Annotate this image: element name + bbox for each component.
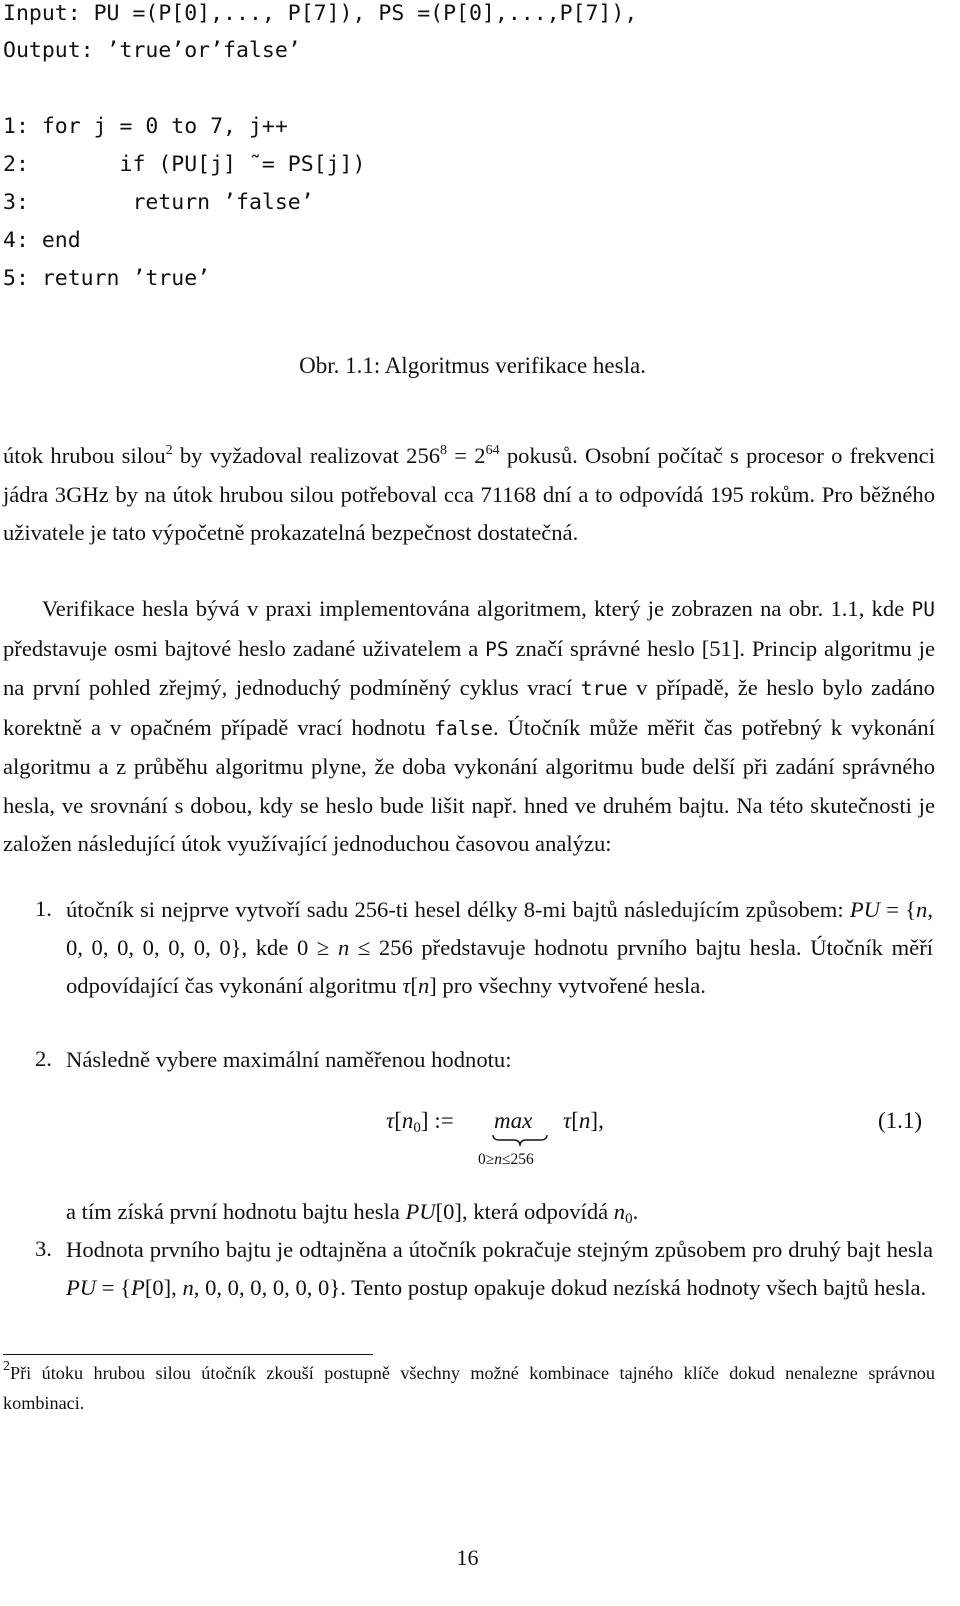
footnote-ref[interactable]: 2 — [165, 443, 173, 458]
code-line: 1: for j = 0 to 7, j++ — [3, 114, 288, 139]
code-line: 2: if (PU[j] ˜= PS[j]) — [3, 152, 366, 177]
figure-caption: Obr. 1.1: Algoritmus verifikace hesla. — [299, 353, 646, 378]
code-line: 5: return ’true’ — [3, 266, 211, 291]
footnote-rule — [3, 1354, 373, 1355]
list-number: 1. — [35, 896, 52, 921]
list-item: Hodnota prvního bajtu je odtajněna a útočník pokračuje stejným způsobem pro druhý bajt hesla PU = {P[0], n, 0, 0, 0, 0, 0, 0}. Tento postup opakuje dokud nezíská hodnoty všech bajtů hesla. — [66, 1237, 933, 1300]
equation-max-operator: max — [494, 1108, 533, 1133]
paragraph: útok hrubou silou$^2$ by vyžadoval realizovat $256^8 = 2^{64}$ pokusů. Osobní počítač s procesor o frekvenci jádra 3GHz by na útok hrubou silou potřeboval cca 71168 dní a to odpovídá 195 rokům. Pro běžného uživatele je tato výpočetně prokazatelná bezpečnost dostatečná. — [3, 443, 935, 545]
equation-number: (1.1) — [878, 1108, 923, 1133]
list-item-continuation: a tím získá první hodnotu bajtu hesla PU[0], která odpovídá $n_0$. — [66, 1199, 639, 1227]
list-item: Následně vybere maximální naměřenou hodnotu: — [66, 1047, 512, 1072]
equation: $\tau[n_0]$ := — [386, 1108, 454, 1136]
footnote-mark: 2 — [3, 1359, 10, 1374]
equation-range: 0≥n≤256 — [478, 1151, 534, 1168]
list-number: 3. — [35, 1236, 52, 1261]
code-line: Output: ’true’or’false’ — [3, 38, 301, 63]
list-item: útočník si nejprve vytvoří sadu 256-ti hesel délky 8-mi bajtů následujícím způsobem: PU = {n, 0, 0, 0, 0, 0, 0, 0}, kde 0 ≥ n ≤ 256 představuje hodnotu prvního bajtu hesla. Útočník měří odpovídající čas vykonání algoritmu τ[n] pro všechny vytvořené hesla. — [66, 897, 934, 998]
footnote: $^2$Při útoku hrubou silou útočník zkouší postupně všechny možné kombinace tajného klíče dokud nenalezne správnou kombinaci. — [3, 1359, 935, 1413]
code-line: 4: end — [3, 228, 81, 253]
equation-rhs: τ[n], — [563, 1108, 604, 1133]
page-number: 16 — [456, 1545, 479, 1570]
paragraph: Verifikace hesla bývá v praxi implementována algoritmem, který je zobrazen na obr. 1.1, kde PU představuje osmi bajtové heslo zadané uživatelem a PS značí správné heslo [51]. Princip algoritmu je na první pohled zřejmý, jednoduchý podmíněný cyklus vrací true v případě, že heslo bylo zadáno korektně a v opačném případě vrací hodnotu false. Útočník může měřit čas potřebný k vykonání algoritmu a z průběhu algoritmu plyne, že doba vykonání algoritmu bude delší při zadání správného hesla, ve srovnání s dobou, kdy se heslo bude lišit např. hned ve druhém bajtu. Na této skutečnosti je založen následující útok využívající jednoduchou časovou analýzu: — [3, 596, 935, 856]
list-number: 2. — [35, 1046, 52, 1071]
code-line: Input: PU =(P[0],..., P[7]), PS =(P[0],...,P[7]), — [3, 1, 638, 26]
underbrace — [492, 1134, 548, 1148]
code-line: 3: return ’false’ — [3, 190, 314, 215]
